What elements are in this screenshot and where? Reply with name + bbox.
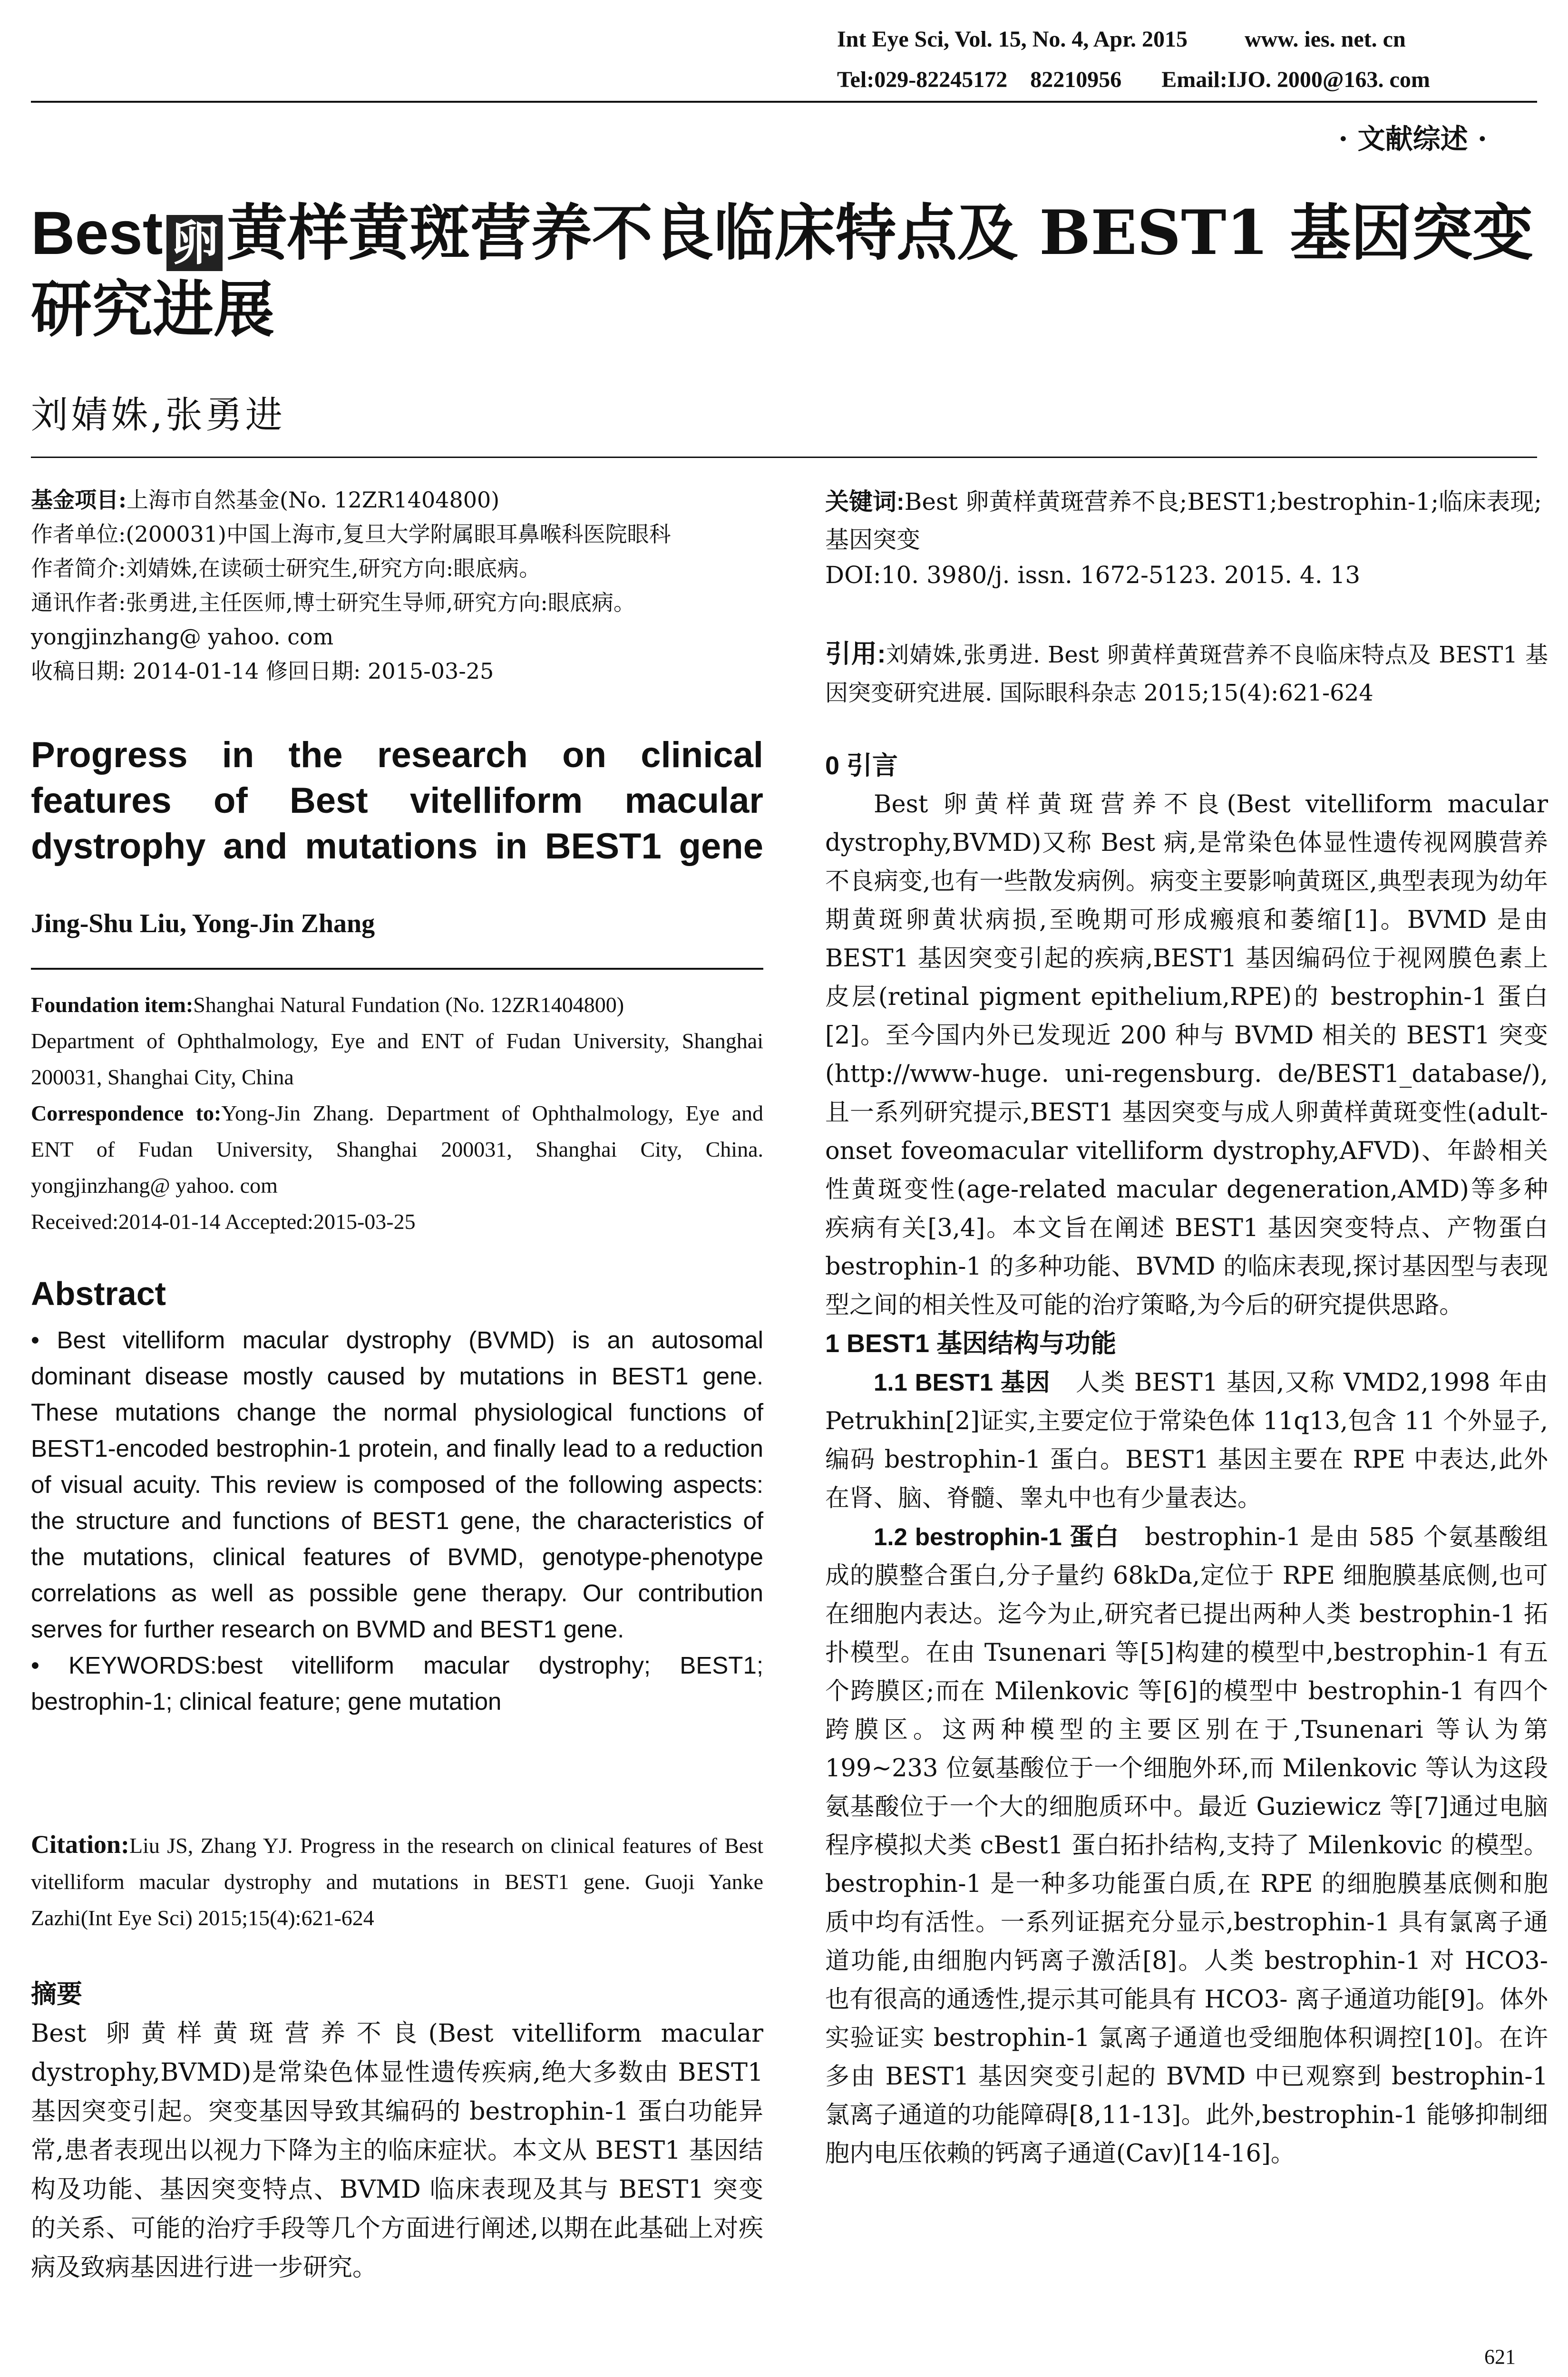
keywords-text: Best 卵黄样黄斑营养不良;BEST1;bestrophin-1;临床表现;基因突变 — [825, 488, 1542, 554]
dates-line: 收稿日期: 2014-01-14 修回日期: 2015-03-25 — [31, 658, 494, 684]
paragraph-1-1 — [825, 1363, 1548, 1518]
foundation-label: Foundation item: — [31, 993, 194, 1017]
received-line: Received:2014-01-14 Accepted:2015-03-25 — [31, 1209, 416, 1234]
fund-label: 基金项目: — [31, 487, 127, 513]
citation-zh-text: 刘婧姝,张勇进. Best 卵黄样黄斑营养不良临床特点及 BEST1 基因突变研究进展. 国际眼科杂志 2015;15(4):621-624 — [825, 642, 1549, 706]
meta-zh — [31, 483, 763, 688]
title-prefix: Best — [31, 199, 163, 267]
abstract-heading: Abstract — [31, 1275, 166, 1312]
paragraph-1-1-text: 人类 BEST1 基因,又称 VMD2,1998 年由 Petrukhin[2]证实,主要定位于常染色体 11q13,包含 11 个外显子,编码 bestrophin-1 蛋白。BEST1 基因主要在 RPE 中表达,此外在肾、脑、脊髓、睾丸中也有少量表达。 — [825, 1369, 1548, 1512]
abstract-zh-heading: 摘要 — [31, 1980, 82, 2008]
fund-line — [31, 483, 763, 517]
subheading-1-1: 1.1 BEST1 基因 — [874, 1369, 1051, 1396]
abstract-keywords: • KEYWORDS:best vitelliform macular dystrophy; BEST1; bestrophin-1; clinical feature; gene mutation — [31, 1652, 763, 1715]
abstract-text: • Best vitelliform macular dystrophy (BVMD) is an autosomal dominant disease mostly caused by mutations in BEST1 gene. These mutations change the normal physiological functions of BEST1-encoded bestrophin-1 protein, and finally lead to a reduction of visual acuity. This review is composed of the following aspects: the structure and functions of BEST1 gene, the characteristics of the mutations, clinical features of BVMD, genotype-phenotype correlations as well as possible gene therapy. Our contribution serves for further research on BVMD and BEST1 gene. — [31, 1326, 763, 1643]
keywords-label: 关键词: — [825, 488, 905, 515]
correspondence-line — [31, 1095, 763, 1204]
english-authors-rule — [31, 968, 763, 970]
citation-zh-label: 引用: — [825, 640, 886, 668]
journal-header-line1: Int Eye Sci, Vol. 15, No. 4, Apr. 2015 www. ies. net. cn — [837, 27, 1406, 52]
corr-line: 通讯作者:张勇进,主任医师,博士研究生导师,研究方向:眼底病。yongjinzhang@ yahoo. com — [31, 590, 635, 650]
correspondence-label: Correspondence to: — [31, 1101, 222, 1125]
section-heading-1: 1 BEST1 基因结构与功能 — [825, 1329, 1117, 1358]
article-title — [31, 195, 1534, 348]
unit-line: 作者单位:(200031)中国上海市,复旦大学附属眼耳鼻喉科医院眼科 — [31, 521, 671, 547]
header-rule — [31, 101, 1537, 103]
fund-text: 上海市自然基金(No. 12ZR1404800) — [126, 487, 500, 513]
paragraph-1-2 — [825, 1518, 1548, 2173]
page-number: 621 — [1484, 2345, 1516, 2368]
title-rest: 黄样黄斑营养不良临床特点及 BEST1 基因突变研究进展 — [31, 197, 1534, 345]
foundation-text: Shanghai Natural Fundation (No. 12ZR1404800) — [193, 993, 624, 1017]
journal-header-line2: Tel:029-82245172 82210956 Email:IJO. 2000@163. com — [837, 67, 1430, 92]
foundation-line — [31, 987, 763, 1023]
citation-zh — [825, 635, 1548, 712]
subheading-1-2: 1.2 bestrophin-1 蛋白 — [874, 1523, 1120, 1550]
citation-en — [31, 1826, 763, 1936]
english-title: Progress in the research on clinical features of Best vitelliform macular dystrophy and mutations in BEST1 gene — [31, 735, 763, 867]
intro-line: 作者简介:刘婧姝,在读硕士研究生,研究方向:眼底病。 — [31, 555, 541, 581]
citation-label: Citation: — [31, 1830, 129, 1859]
body-text — [825, 747, 1548, 2173]
section-tag: · 文献综述 · — [1338, 123, 1487, 155]
citation-text: Liu JS, Zhang YJ. Progress in the research on clinical features of Best vitelliform macular dystrophy and mutations in BEST1 gene. Guoji Yanke Zazhi(Int Eye Sci) 2015;15(4):621-624 — [31, 1833, 763, 1930]
section-heading-0: 0 引言 — [825, 751, 898, 780]
abstract-body — [31, 1322, 763, 1720]
correspondence-text: Yong-Jin Zhang. Department of Ophthalmology, Eye and ENT of Fudan University, Shanghai 200031, Shanghai City, China. yongjinzhang@ yahoo. com — [31, 1101, 763, 1198]
english-meta — [31, 987, 763, 1240]
paragraph-1-2-text: bestrophin-1 是由 585 个氨基酸组成的膜整合蛋白,分子量约 68kDa,定位于 RPE 细胞膜基底侧,也可在细胞内表达。迄今为止,研究者已提出两种人类 bestrophin-1 拓扑模型。在由 Tsunenari 等[5]构建的模型中,bestrophin-1 有五个跨膜区;而在 Milenkovic 等[6]的模型中 bestrophin-1 有四个跨膜区。这两种模型的主要区别在于,Tsunenari 等认为第 199~233 位氨基酸位于一个细胞外环,而 Milenkovic 等认为这段氨基酸位于一个大的细胞质环中。最近 Guziewicz 等[7]通过电脑程序模拟犬类 cBest1 蛋白拓扑结构,支持了 Milenkovic 的模型。bestrophin-1 是一种多功能蛋白质,在 RPE 的细胞膜基底侧和胞质中均有活性。一系列证据充分显示,bestrophin-1 具有氯离子通道功能,由细胞内钙离子激活[8]。人类 bestrophin-1 对 HCO3- 也有很高的通透性,提示其可能具有 HCO3- 离子通道功能[9]。体外实验证实 bestrophin-1 氯离子通道也受细胞体积调控[10]。在许多由 BEST1 基因突变引起的 BVMD 中已观察到 bestrophin-1 氯离子通道的功能障碍[8,11-13]。此外,bestrophin-1 能够抑制细胞内电压依赖的钙离子通道(Cav)[14-16]。 — [825, 1523, 1549, 2168]
abstract-zh-body: Best 卵黄样黄斑营养不良(Best vitelliform macular dystrophy,BVMD)是常染色体显性遗传疾病,绝大多数由 BEST1 基因突变引起。突变基因导致其编码的 bestrophin-1 蛋白功能异常,患者表现出以视力下降为主的临床症状。本文从 BEST1 基因结构及功能、基因突变特点、BVMD 临床表现及其与 BEST1 突变的关系、可能的治疗手段等几个方面进行阐述,以期在此基础上对疾病及致病基因进行进一步研究。 — [31, 2019, 763, 2282]
authors-rule — [31, 457, 1537, 458]
title-logo-char: 卵 — [166, 215, 223, 271]
authors-zh: 刘婧姝,张勇进 — [31, 394, 285, 437]
doi: DOI:10. 3980/j. issn. 1672-5123. 2015. 4. 13 — [825, 561, 1361, 589]
department-line: Department of Ophthalmology, Eye and ENT of Fudan University, Shanghai 200031, Shanghai City, China — [31, 1029, 763, 1089]
paragraph-intro: Best 卵黄样黄斑营养不良(Best vitelliform macular dystrophy,BVMD)又称 Best 病,是常染色体显性遗传视网膜营养不良病变,也有一些散发病例。病变主要影响黄斑区,典型表现为幼年期黄斑卵黄状病损,至晚期可形成瘢痕和萎缩[1]。BVMD 是由 BEST1 基因突变引起的疾病,BEST1 基因编码位于视网膜色素上皮层(retinal pigment epithelium,RPE)的 bestrophin-1 蛋白[2]。至今国内外已发现近 200 种与 BVMD 相关的 BEST1 突变(http://www-huge. uni-regensburg. de/BEST1_database/),且一系列研究提示,BEST1 基因突变与成人卵黄样黄斑变性(adult-onset foveomacular vitelliform dystrophy,AFVD)、年龄相关性黄斑变性(age-related macular degeneration,AMD)等多种疾病有关[3,4]。本文旨在阐述 BEST1 基因突变特点、产物蛋白 bestrophin-1 的多种功能、BVMD 的临床表现,探讨基因型与表现型之间的相关性及可能的治疗策略,为今后的研究提供思路。 — [825, 790, 1548, 1319]
keywords-zh — [825, 483, 1548, 559]
english-authors: Jing-Shu Liu, Yong-Jin Zhang — [31, 909, 375, 938]
